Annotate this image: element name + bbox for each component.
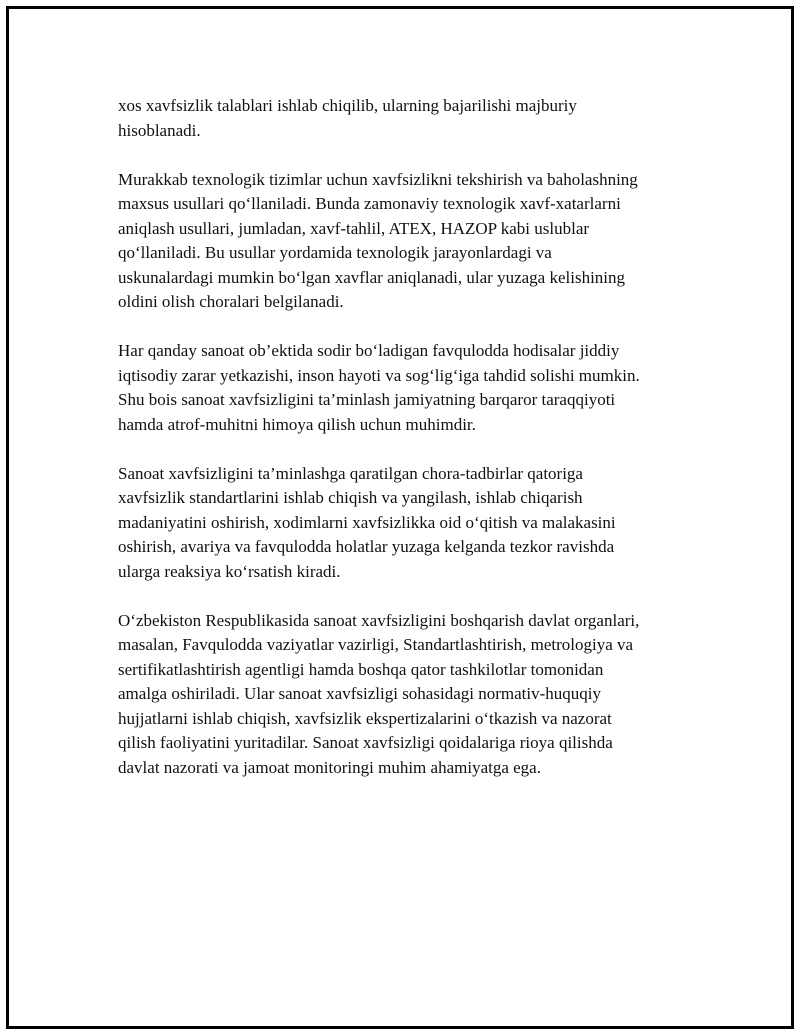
paragraph-line: ularga reaksiya ko‘rsatish kiradi. bbox=[118, 561, 341, 581]
paragraph-line: qo‘llaniladi. Bu usullar yordamida texnologik jarayonlardagi va bbox=[118, 243, 552, 262]
paragraph-line: sertifikatlashtirish agentligi hamda boshqa qator tashkilotlar tomonidan bbox=[118, 659, 604, 679]
paragraph-line: amalga oshiriladi. Ular sanoat xavfsizligi sohasidagi normativ-huquqiy bbox=[118, 684, 601, 703]
paragraph-1 bbox=[118, 94, 698, 143]
paragraph-2 bbox=[118, 168, 698, 315]
paragraph-line: iqtisodiy zarar yetkazishi, inson hayoti va sog‘lig‘iga tahdid solishi mumkin. bbox=[118, 365, 640, 385]
paragraph-5 bbox=[118, 609, 698, 781]
paragraph-line: Murakkab texnologik tizimlar uchun xavfsizlikni tekshirish va baholashning bbox=[118, 169, 638, 189]
paragraph-line: aniqlash usullari, jumladan, xavf-tahlil, ATEX, HAZOP kabi uslublar bbox=[118, 218, 590, 238]
paragraph-line: hamda atrof-muhitni himoya qilish uchun muhimdir. bbox=[118, 414, 476, 434]
paragraph-4 bbox=[118, 462, 698, 585]
paragraph-line: maxsus usullari qo‘llaniladi. Bunda zamonaviy texnologik xavf-xatarlarni bbox=[118, 194, 621, 213]
paragraph-line: Sanoat xavfsizligini ta’minlashga qaratilgan chora-tadbirlar qatoriga bbox=[118, 463, 583, 483]
paragraph-line: Har qanday sanoat ob’ektida sodir bo‘ladigan favqulodda hodisalar jiddiy bbox=[118, 341, 620, 360]
paragraph-line: xos xavfsizlik talablari ishlab chiqilib, ularning bajarilishi majburiy bbox=[118, 96, 577, 115]
paragraph-line: xavfsizlik standartlarini ishlab chiqish va yangilash, ishlab chiqarish bbox=[118, 488, 583, 507]
paragraph-line: madaniyatini oshirish, xodimlarni xavfsizlikka oid o‘qitish va malakasini bbox=[118, 512, 616, 532]
paragraph-line: hujjatlarni ishlab chiqish, xavfsizlik ekspertizalarini o‘tkazish va nazorat bbox=[118, 708, 612, 728]
paragraph-line: oldini olish choralari belgilanadi. bbox=[118, 292, 344, 311]
paragraph-line: Shu bois sanoat xavfsizligini ta’minlash jamiyatning barqaror taraqqiyoti bbox=[118, 390, 616, 409]
paragraph-line: hisoblanadi. bbox=[118, 120, 201, 140]
paragraph-line: masalan, Favqulodda vaziyatlar vazirligi, Standartlashtirish, metrologiya va bbox=[118, 635, 634, 654]
document-body bbox=[118, 94, 698, 805]
paragraph-line: qilish faoliyatini yuritadilar. Sanoat xavfsizligi qoidalariga rioya qilishda bbox=[118, 733, 613, 752]
paragraph-line: davlat nazorati va jamoat monitoringi muhim ahamiyatga ega. bbox=[118, 757, 541, 777]
paragraph-line: uskunalardagi mumkin bo‘lgan xavflar aniqlanadi, ular yuzaga kelishining bbox=[118, 267, 626, 287]
paragraph-line: oshirish, avariya va favqulodda holatlar yuzaga kelganda tezkor ravishda bbox=[118, 537, 615, 556]
paragraph-3 bbox=[118, 339, 698, 437]
paragraph-line: O‘zbekiston Respublikasida sanoat xavfsizligini boshqarish davlat organlari, bbox=[118, 610, 640, 630]
